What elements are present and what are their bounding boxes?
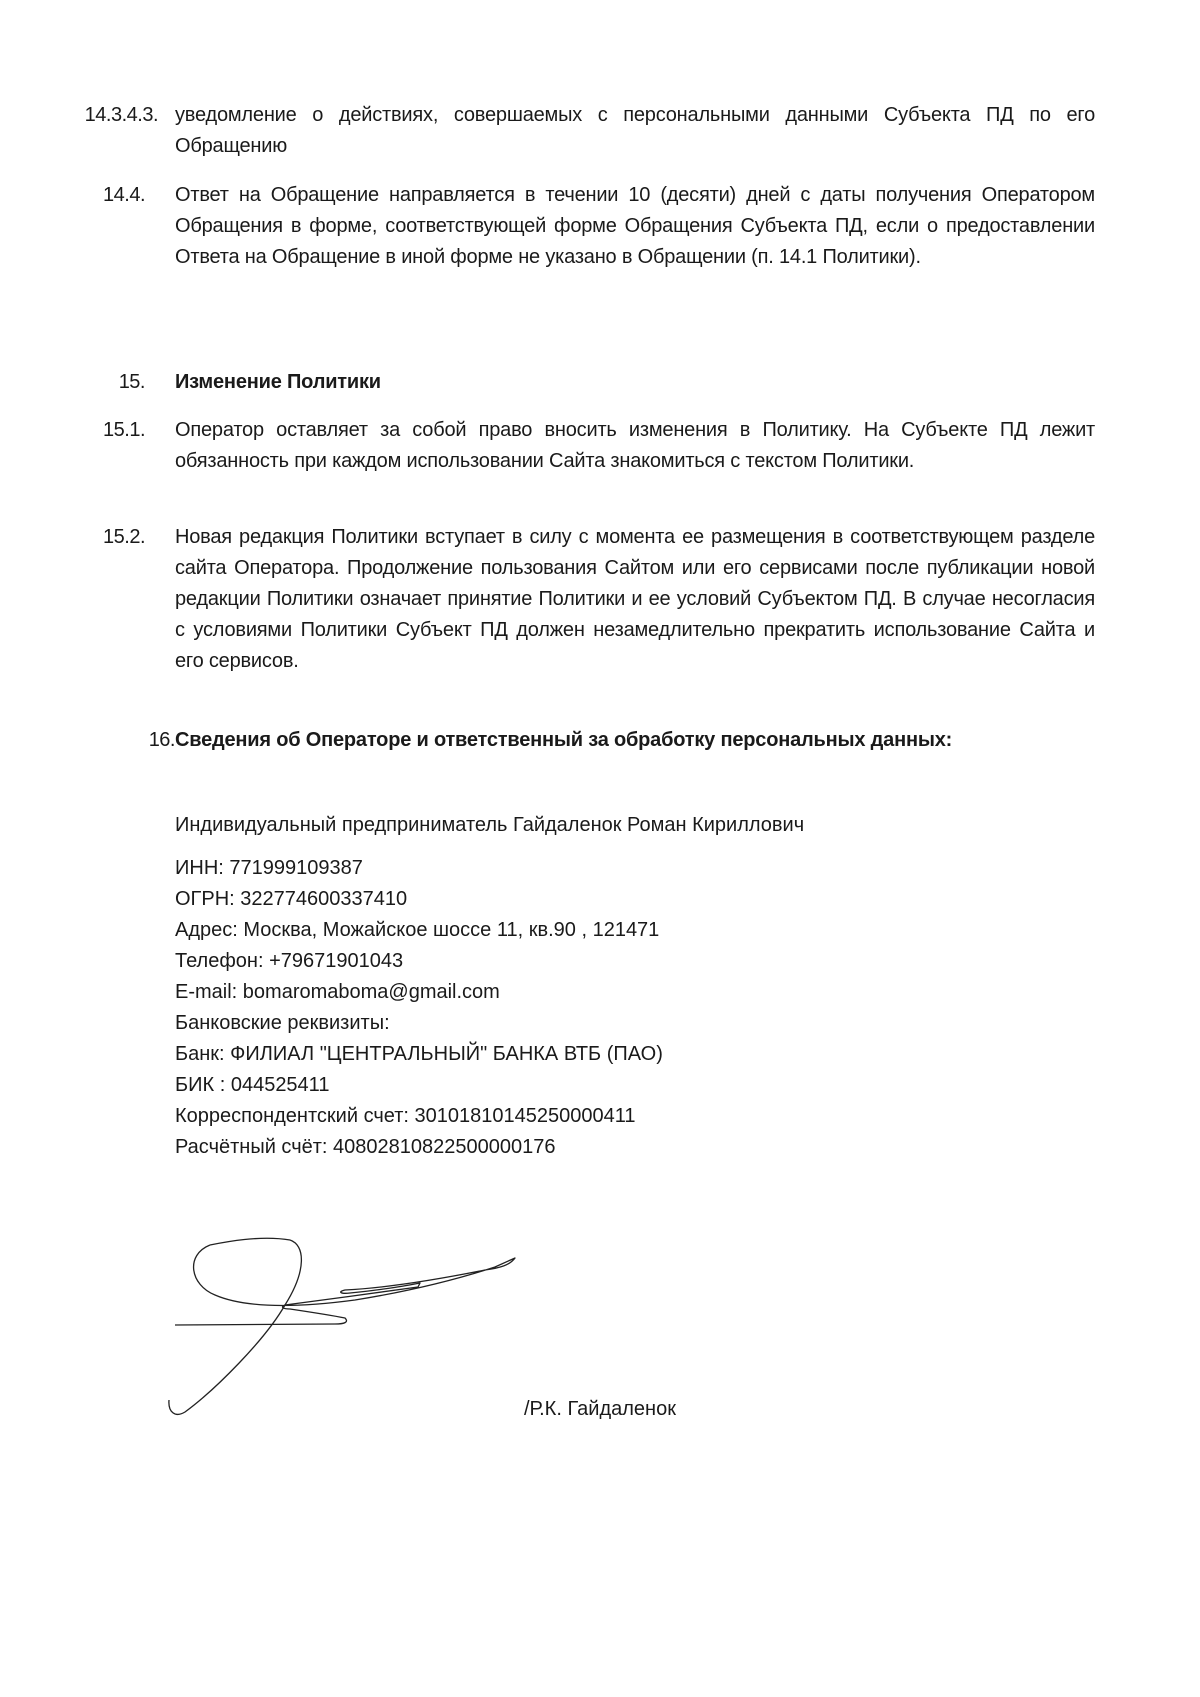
operator-details (175, 853, 663, 1163)
section-text: уведомление о действиях, совершаемых с персональными данными Субъекта ПД по его Обращению (175, 104, 1095, 157)
phone-line: Телефон: +79671901043 (175, 950, 404, 972)
inn-line: ИНН: 771999109387 (175, 857, 363, 879)
bik-line: БИК : 044525411 (175, 1074, 330, 1096)
ogrn-line: ОГРН: 322774600337410 (175, 888, 408, 910)
signature-stroke (175, 1245, 515, 1325)
section-text: Новая редакция Политики вступает в силу с момента ее размещения в соответствующем разделе сайта Оператора. Продолжение пользования Сайтом или его сервисами после публикации новой редакции Политики означает принятие Политики и ее условий Субъектом ПД. В случае несогласия с условиями Политики Субъект ПД должен незамедлительно прекратить использование Сайта и его сервисов. (175, 526, 1095, 672)
section-number: 15.2. (103, 526, 145, 548)
address-line: Адрес: Москва, Можайское шоссе 11, кв.90 , 121471 (175, 919, 660, 941)
section-number: 15.1. (103, 419, 145, 441)
signature-loop (169, 1238, 301, 1414)
section-text: Оператор оставляет за собой право вносить изменения в Политику. На Субъекте ПД лежит обязанность при каждом использовании Сайта знакомиться с текстом Политики. (175, 419, 1095, 472)
section-number: 14.4. (103, 184, 145, 206)
email-line[interactable]: E-mail: bomaromaboma@gmail.com (175, 981, 500, 1003)
section-number: 14.3.4.3. (84, 104, 158, 126)
bank-details-label: Банковские реквизиты: (175, 1012, 390, 1034)
signature-image (165, 1230, 545, 1420)
settlement-account-line: Расчётный счёт: 40802810822500000176 (175, 1136, 556, 1158)
section-number: 15. (118, 371, 145, 393)
bank-name-line: Банк: ФИЛИАЛ "ЦЕНТРАЛЬНЫЙ" БАНКА ВТБ (ПАО) (175, 1043, 663, 1065)
section-text: Ответ на Обращение направляется в течении 10 (десяти) дней с даты получения Оператором Обращения в форме, соответствующей форме Обращения Субъекта ПД, если о предоставлении Ответа на Обращение в иной форме не указано в Обращении (п. 14.1 Политики). (175, 184, 1095, 268)
signer-name: /Р.К. Гайдаленок (524, 1398, 676, 1420)
section-number: 16. (148, 729, 175, 751)
correspondent-account-line: Корреспондентский счет: 30101810145250000411 (175, 1105, 636, 1127)
section-heading: Изменение Политики (175, 371, 381, 393)
operator-name: Индивидуальный предприниматель Гайдаленок Роман Кириллович (175, 814, 805, 836)
section-heading: Сведения об Операторе и ответственный за обработку персональных данных: (175, 729, 953, 751)
